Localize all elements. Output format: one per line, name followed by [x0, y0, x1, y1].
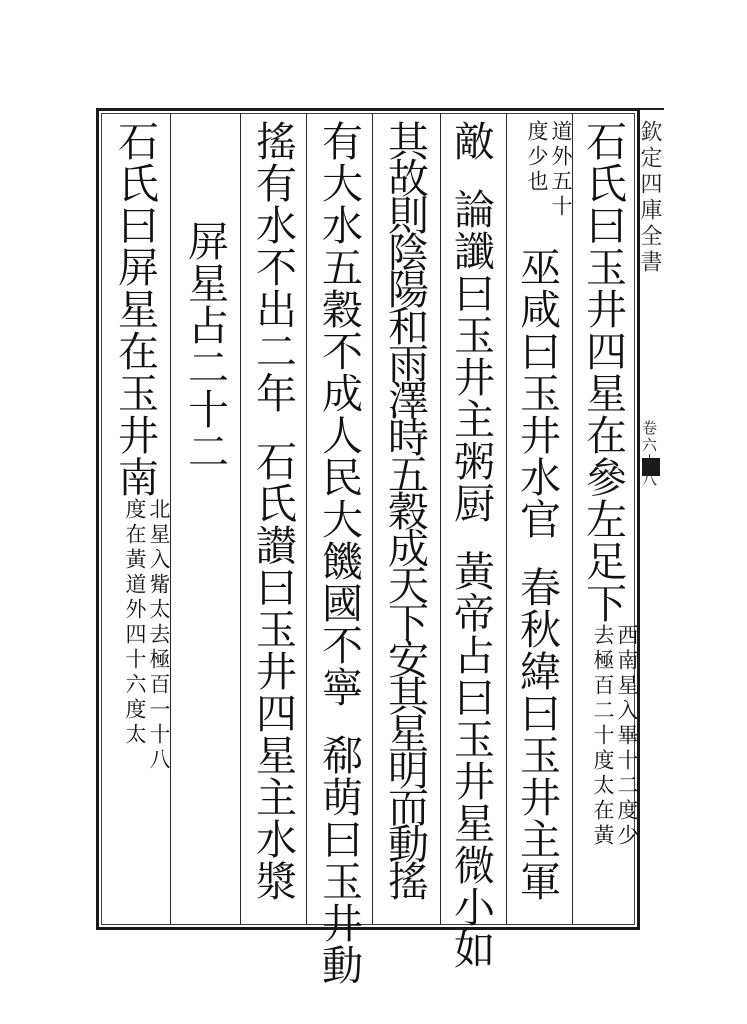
main-text: 黃帝占曰玉井星微小如	[447, 550, 495, 970]
annotation	[525, 120, 573, 220]
main-text: 石氏讃曰玉井四星主水漿	[249, 440, 297, 902]
main-text: 郗萌曰玉井動	[315, 734, 363, 986]
annotation-line: 度在黃道外四十六度太	[123, 498, 147, 748]
text-column	[110, 120, 171, 920]
column-rule	[440, 113, 441, 925]
annotation	[591, 624, 639, 849]
main-text: 論讖曰玉井主粥厨	[447, 188, 495, 524]
main-text: 石氏曰玉井四星在參左足下	[579, 120, 627, 624]
main-text: 其故則陰陽和雨澤時五穀成天下安其星明而動搖	[381, 120, 429, 897]
column-rule	[506, 113, 507, 925]
main-text: 春秋緯曰玉井主軍	[513, 566, 561, 902]
main-text: 有大水五穀不成人民大饑國不寧	[315, 120, 363, 708]
annotation-line: 度少也	[525, 120, 549, 195]
text-column	[248, 120, 298, 920]
text-column	[512, 120, 573, 920]
column-rule	[306, 113, 307, 925]
book-title: 欽定四庫全書	[637, 120, 662, 276]
heading-text: 屏星占二十二	[181, 220, 229, 472]
juan-number: 卷六十八	[640, 420, 658, 488]
annotation-line: 道外五十	[549, 120, 573, 220]
main-text: 石氏曰屏星在玉井南	[111, 120, 159, 498]
annotation	[123, 498, 171, 773]
main-text: 巫咸曰玉井水官	[513, 246, 561, 540]
text-column	[578, 120, 639, 920]
section-heading	[180, 220, 230, 1020]
annotation-line: 西南星入畢十二度少	[615, 624, 639, 849]
main-text: 敵	[447, 120, 495, 162]
text-column	[446, 120, 496, 970]
annotation-line: 去極百二十度太在黃	[591, 624, 615, 849]
text-column	[314, 120, 364, 986]
main-text: 搖有水不出二年	[249, 120, 297, 414]
column-rule	[240, 113, 241, 925]
column-rule	[372, 113, 373, 925]
margin-rule	[640, 108, 664, 110]
text-column	[380, 120, 430, 920]
annotation-line: 北星入觜太去極百一十八	[147, 498, 171, 773]
